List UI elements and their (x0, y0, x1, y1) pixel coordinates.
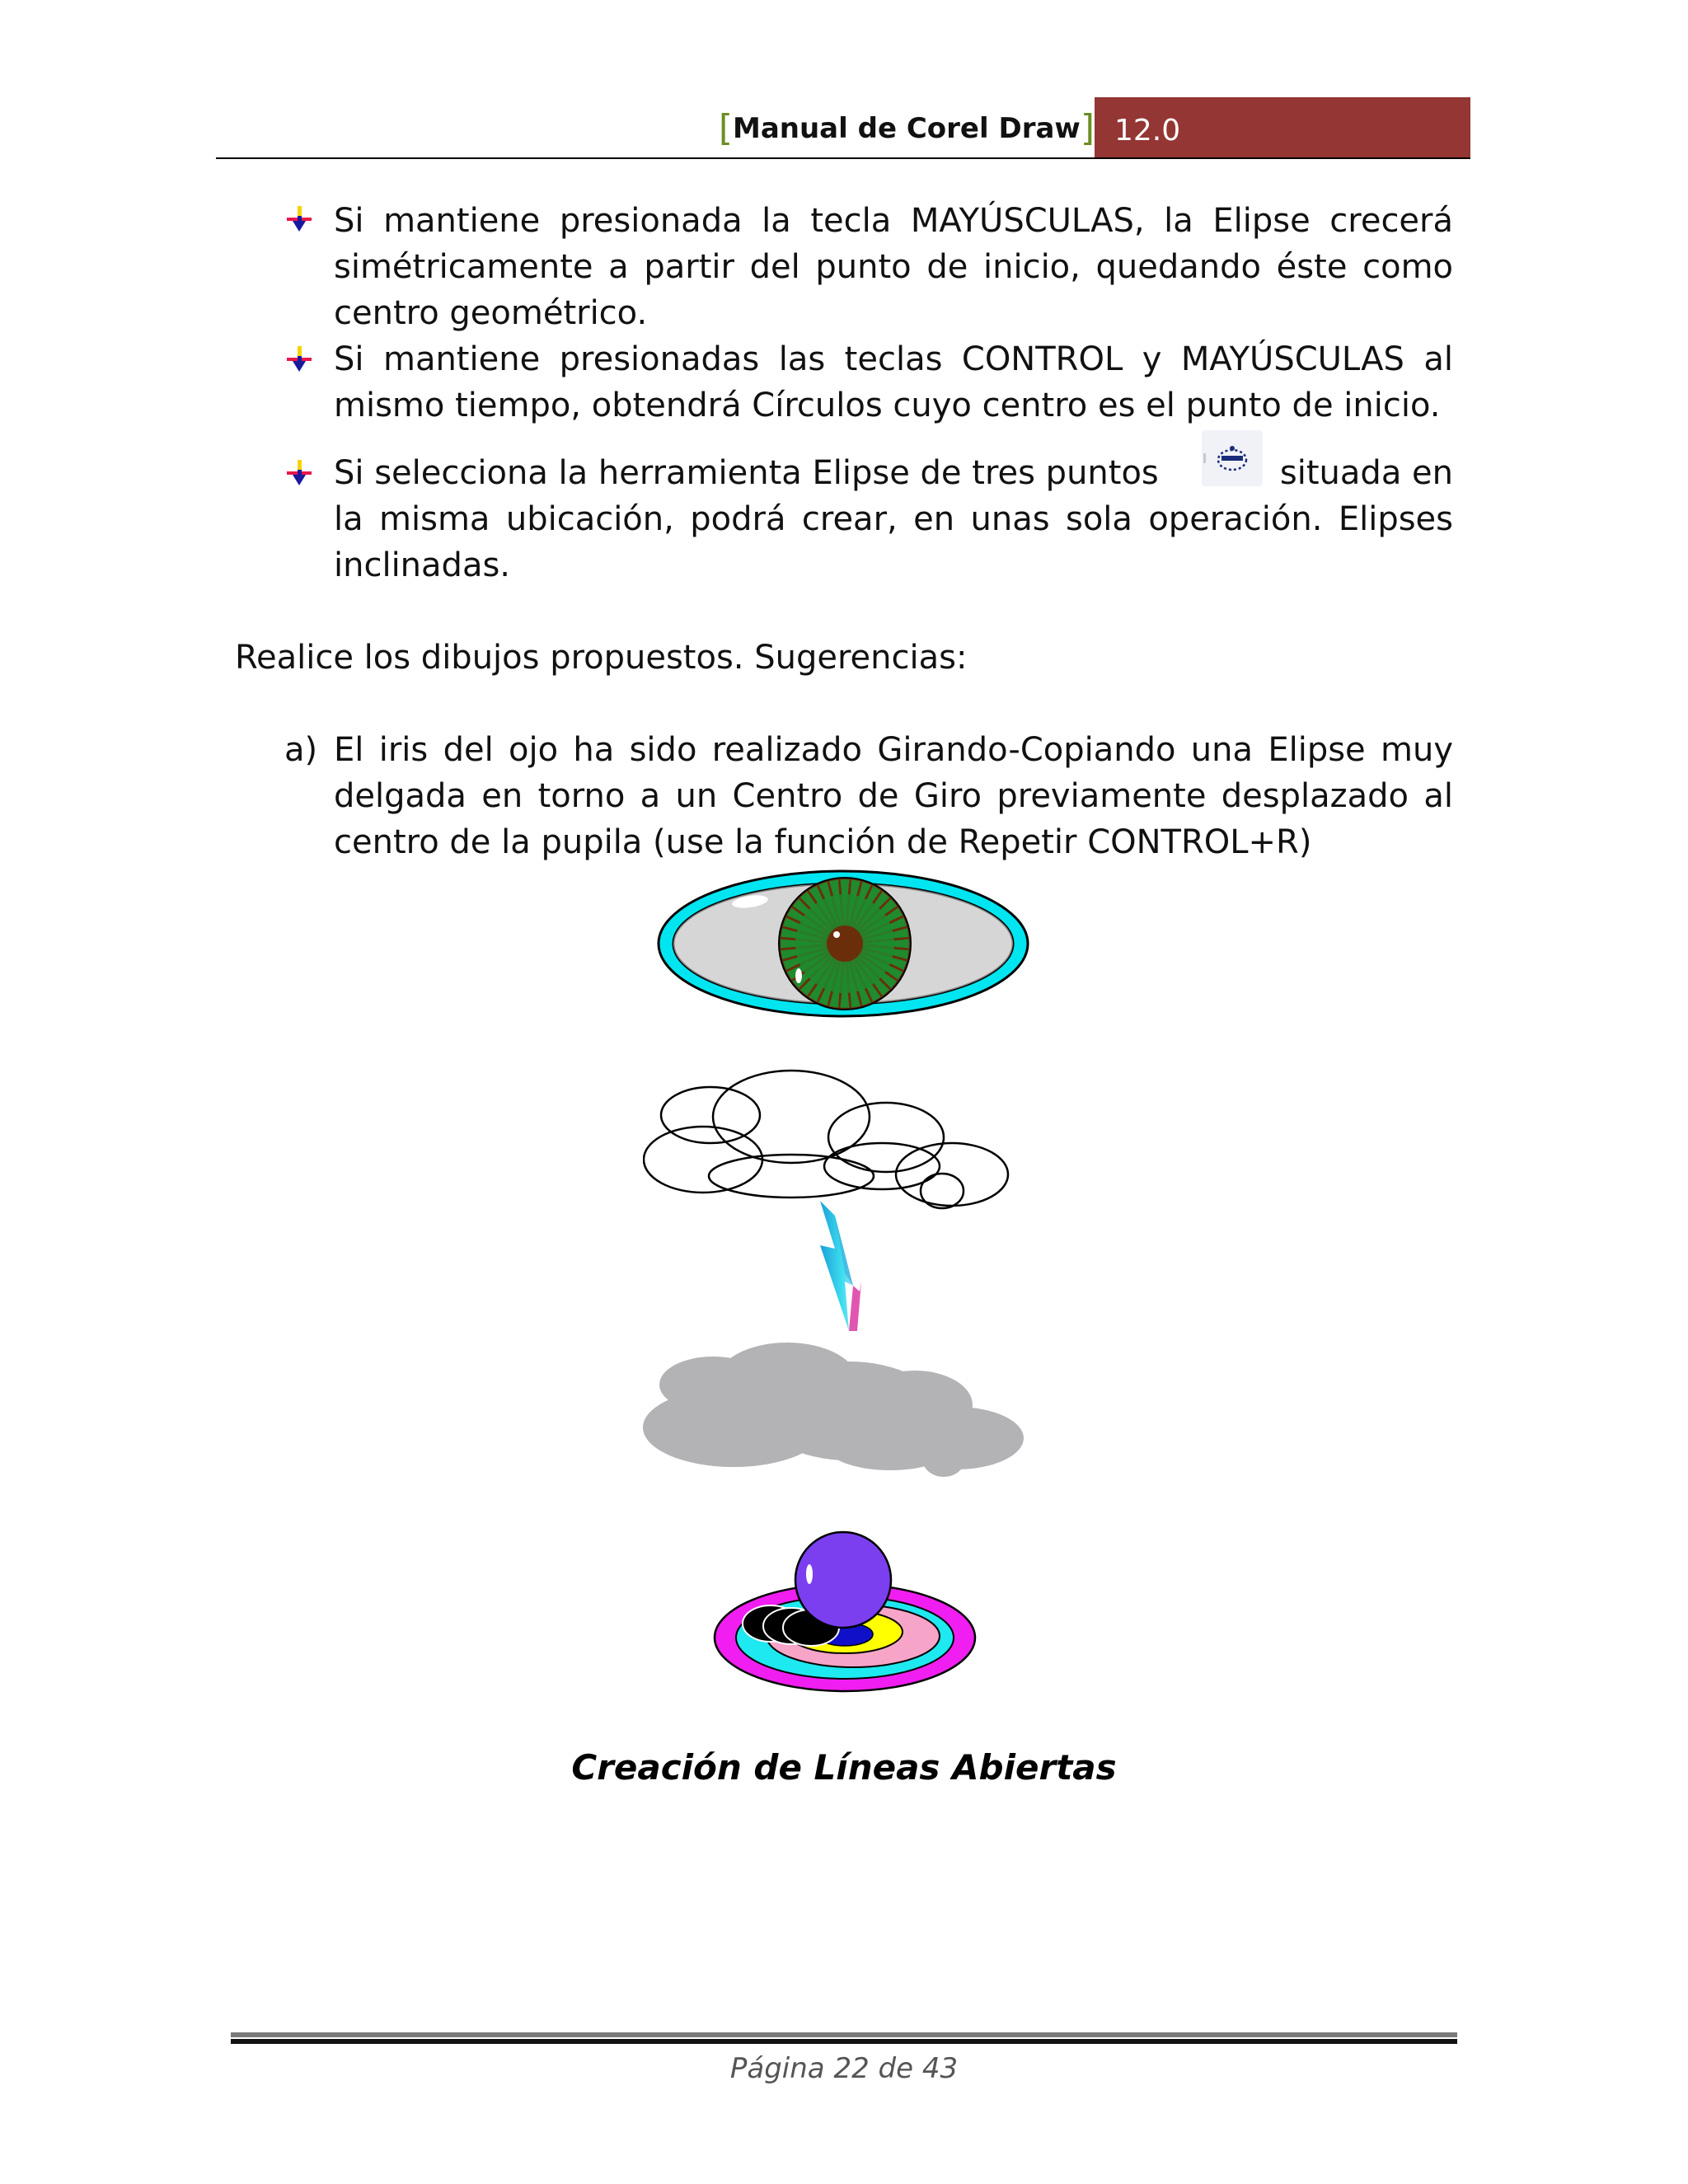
three-point-ellipse-tool-icon (1202, 430, 1263, 486)
header-rule (216, 157, 1470, 159)
section-heading: Creación de Líneas Abiertas (571, 1747, 1117, 1788)
cloud-outline-illustration (643, 1067, 1047, 1216)
sphere-rings-illustration (709, 1529, 981, 1698)
bullet-item-2: Si mantiene presionadas las teclas CONTROL y MAYÚSCULAS al mismo tiempo, obtendrá Círculos cuyo centro es el punto de inicio. (334, 340, 1453, 424)
footer-rule-top (231, 2032, 1457, 2037)
bullet-item-3-continuation: la misma ubicación, podrá crear, en unas sola operación. Elipses inclinadas. (334, 500, 1453, 584)
arrow-illustration (812, 1199, 870, 1339)
eye-illustration (655, 865, 1034, 1022)
page-number: Página 22 de 43 (729, 2052, 959, 2085)
bullet-3-text-after-line1: situada en (1279, 454, 1453, 492)
header-title-text: Manual de Corel Draw (732, 112, 1081, 145)
header-version-box (1095, 97, 1470, 158)
header-version: 12.0 (1114, 114, 1181, 148)
bullet-3-text-before: Si selecciona la herramienta Elipse de tres puntos (334, 454, 1159, 492)
bullet-arrow-icon (284, 344, 314, 374)
bullet-item-3-line1 (334, 450, 1159, 496)
header-bracket-open: [ (718, 107, 733, 149)
list-item-a-marker: a) (284, 731, 318, 769)
bullet-item-1: Si mantiene presionada la tecla MAYÚSCULAS, la Elipse crecerá simétricamente a partir del punto de inicio, quedando éste como centro geométrico. (334, 202, 1453, 332)
footer-rule-bottom (231, 2039, 1457, 2044)
header-bracket-close: ] (1080, 107, 1095, 149)
bullet-arrow-icon (284, 204, 314, 234)
bullet-arrow-icon (284, 458, 314, 488)
document-header-title (719, 107, 1095, 149)
intro-paragraph: Realice los dibujos propuestos. Sugerencias: (235, 639, 968, 677)
gray-cloud-illustration (643, 1335, 1047, 1483)
list-item-a-text: El iris del ojo ha sido realizado Girando-Copiando una Elipse muy delgada en torno a un Centro de Giro previamente desplazado al centro de la pupila (use la función de Repetir CONTROL+R) (334, 731, 1453, 861)
